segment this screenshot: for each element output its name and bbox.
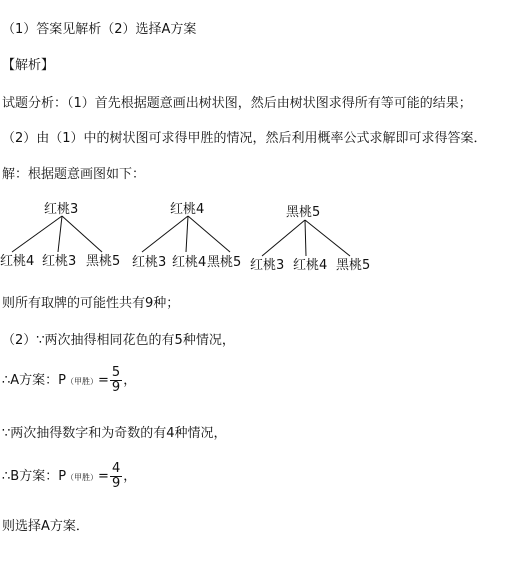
- plan-b-equals: =: [98, 469, 109, 484]
- tree-root-2: 红桃4: [170, 202, 205, 217]
- plan-b-fraction: [110, 462, 122, 491]
- tree-leaf-3-3: 黑桃5: [336, 258, 371, 273]
- tree-branch: [58, 216, 62, 252]
- tree-branch: [262, 220, 305, 256]
- plan-a-line: [2, 366, 136, 395]
- plan-b-numerator: 4: [111, 461, 121, 476]
- plan-b-suffix: ，: [123, 469, 137, 484]
- tree-branch: [305, 220, 306, 256]
- tree-branch: [188, 216, 230, 252]
- tree-diagram: [0, 196, 518, 280]
- tree-branch: [305, 220, 350, 256]
- plan-a-equals: =: [98, 373, 109, 388]
- tree-branch: [142, 216, 188, 252]
- plan-a-suffix: ，: [123, 373, 137, 388]
- tree-leaf-2-2: 红桃4: [172, 255, 207, 270]
- tree-leaf-1-2: 红桃3: [42, 254, 77, 269]
- solution-intro: 解：根据题意画图如下：: [2, 167, 146, 182]
- tree-root-3: 黑桃5: [286, 205, 321, 220]
- plan-a-fraction: [110, 366, 122, 395]
- tree-branch: [12, 216, 62, 252]
- plan-a-numerator: 5: [111, 365, 121, 380]
- plan-b-line: [2, 462, 136, 491]
- tree-branch: [62, 216, 102, 252]
- conclusion-line: 则选择A方案．: [2, 519, 89, 534]
- tree-leaf-3-1: 红桃3: [250, 258, 285, 273]
- analysis-line-2: （2）由（1）中的树状图可求得甲胜的情况，然后利用概率公式求解即可求得答案．: [2, 131, 487, 146]
- tree-root-1: 红桃3: [44, 202, 79, 217]
- tree-leaf-2-3: 黑桃5: [207, 255, 242, 270]
- section-title: 【解析】: [2, 58, 55, 73]
- answer-line: （1）答案见解析（2）选择A方案: [2, 22, 197, 37]
- plan-b-prefix: ∴B方案：P: [2, 469, 67, 484]
- part2-line: （2）∵两次抽得相同花色的有5种情况，: [2, 333, 235, 348]
- tree-branch: [186, 216, 188, 252]
- plan-a-prefix: ∴A方案：P: [2, 373, 67, 388]
- plan-b-denominator: 9: [111, 476, 121, 491]
- sum-odd-line: ∵两次抽得数字和为奇数的有4种情况，: [2, 426, 227, 441]
- plan-a-denominator: 9: [111, 380, 121, 395]
- plan-b-subscript: （甲胜）: [66, 473, 99, 482]
- analysis-line-1: 试题分析：（1）首先根据题意画出树状图，然后由树状图求得所有等可能的结果；: [2, 96, 472, 111]
- tree-leaf-1-3: 黑桃5: [86, 254, 121, 269]
- plan-a-subscript: （甲胜）: [66, 377, 99, 386]
- tree-leaf-2-1: 红桃3: [132, 255, 167, 270]
- tree-leaf-3-2: 红桃4: [293, 258, 328, 273]
- total-possibilities-line: 则所有取牌的可能性共有9种；: [2, 296, 180, 311]
- tree-leaf-1-1: 红桃4: [0, 254, 35, 269]
